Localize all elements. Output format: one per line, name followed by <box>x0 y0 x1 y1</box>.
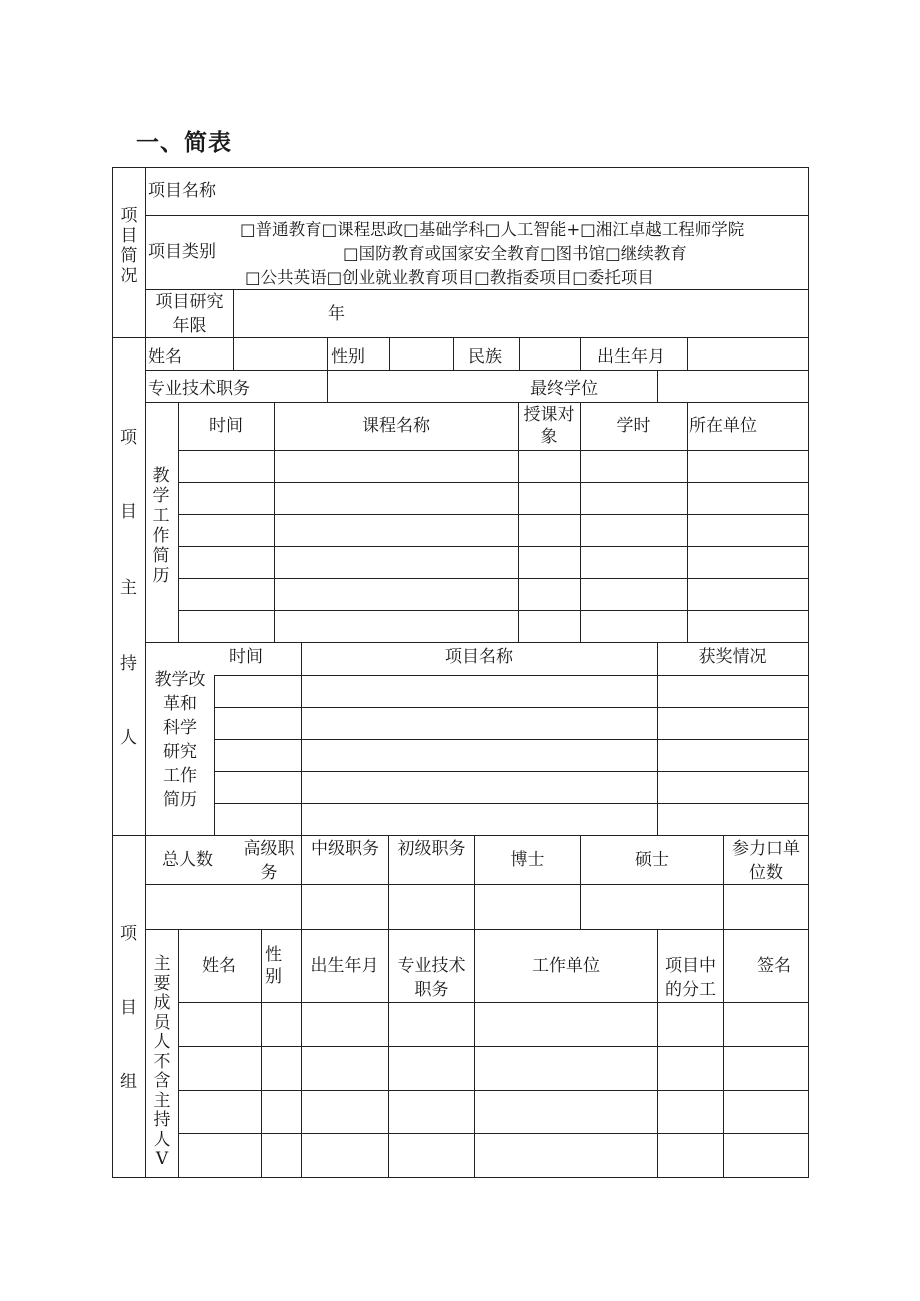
page-title: 一、简表 <box>136 130 232 156</box>
research-header-time: 时间 <box>229 647 263 667</box>
teaching-header-unit: 所在单位 <box>689 416 757 436</box>
category-options-line-1[interactable]: □普通教育□课程思政□基础学科□人工智能+□湘江卓越工程师学院 <box>240 220 745 239</box>
table-line <box>178 546 809 547</box>
host-side-char: 持 <box>120 654 137 674</box>
table-line <box>389 337 390 370</box>
host-title-label: 专业技术职务 <box>148 379 250 399</box>
table-line <box>112 167 809 168</box>
host-side-char: 人 <box>120 728 137 748</box>
host-birth-label: 出生年月 <box>597 347 665 367</box>
research-label-line: 工作 <box>163 766 197 786</box>
host-name-label: 姓名 <box>148 347 182 367</box>
member-header-birth: 出生年月 <box>310 956 379 976</box>
project-category-label: 项目类别 <box>148 242 216 262</box>
table-line <box>518 402 519 642</box>
host-degree-label: 最终学位 <box>530 379 598 399</box>
table-line <box>145 642 809 643</box>
teaching-header-audience: 授课对象 <box>523 405 575 447</box>
table-line <box>178 1002 809 1003</box>
table-line <box>178 1046 809 1047</box>
table-line <box>178 482 809 483</box>
table-line <box>145 402 809 403</box>
stats-master-label: 硕士 <box>635 850 669 870</box>
table-line <box>178 450 809 451</box>
table-line <box>808 167 809 1178</box>
main-members-label: 主要成员人不含主持人V <box>153 954 171 1169</box>
table-line <box>214 803 809 804</box>
table-line <box>687 402 688 642</box>
table-line <box>178 1133 809 1134</box>
table-line <box>145 370 809 371</box>
table-line <box>657 370 658 402</box>
table-line <box>214 707 809 708</box>
research-period-label-2: 年限 <box>172 316 207 336</box>
member-header-title-1: 专业技术 <box>397 956 466 976</box>
table-line <box>112 835 809 836</box>
project-name-label: 项目名称 <box>148 181 216 201</box>
member-header-role-1: 项目中 <box>665 956 716 976</box>
teaching-header-course: 课程名称 <box>362 416 430 436</box>
stats-intermediate-label: 中级职务 <box>311 839 379 859</box>
research-history-label <box>148 668 212 812</box>
table-line <box>274 402 275 642</box>
stats-junior-label: 初级职务 <box>397 839 466 859</box>
stats-total-label: 总人数 <box>162 850 213 870</box>
table-line <box>233 289 234 337</box>
section-project-overview-label: 项目简况 <box>120 206 138 286</box>
table-line <box>178 929 179 1178</box>
table-line <box>214 675 809 676</box>
table-line <box>687 337 688 370</box>
research-label-line: 教学改 <box>154 670 206 690</box>
table-line <box>657 642 658 835</box>
stats-units-label-2: 位数 <box>749 863 783 883</box>
member-header-name: 姓名 <box>202 956 236 976</box>
category-options-line-2[interactable]: □国防教育或国家安全教育□图书馆□继续教育 <box>343 244 687 263</box>
table-line <box>178 610 809 611</box>
stats-units-label-1: 参力口单 <box>732 839 800 859</box>
table-line <box>178 578 809 579</box>
table-line <box>519 337 520 370</box>
stats-phd-label: 博士 <box>510 850 545 870</box>
table-line <box>214 675 215 835</box>
member-header-title-2: 职务 <box>414 980 449 1000</box>
table-line <box>178 1090 809 1091</box>
team-side-char: 组 <box>120 1072 137 1092</box>
teaching-header-time: 时间 <box>209 416 243 436</box>
table-line <box>178 514 809 515</box>
member-header-unit: 工作单位 <box>532 956 600 976</box>
table-line <box>214 739 809 740</box>
table-line <box>261 929 262 1178</box>
stats-senior-label-2: 务 <box>260 863 278 883</box>
table-line <box>453 337 454 370</box>
table-line <box>327 370 328 402</box>
teaching-header-hours: 学时 <box>616 416 651 436</box>
research-label-line: 研究 <box>163 742 197 762</box>
table-line <box>145 929 809 930</box>
host-ethnicity-label: 民族 <box>468 347 502 367</box>
table-line <box>580 337 581 370</box>
table-line <box>327 337 328 370</box>
host-side-char: 主 <box>120 578 137 598</box>
research-label-line: 简历 <box>163 790 197 810</box>
team-side-char: 项 <box>120 924 137 944</box>
host-side-char: 项 <box>120 428 137 448</box>
member-header-gender: 性别 <box>265 945 282 987</box>
member-header-role-2: 的分工 <box>665 980 716 1000</box>
research-label-line: 科学 <box>163 718 197 738</box>
host-gender-label: 性别 <box>331 347 365 367</box>
table-line <box>178 402 179 642</box>
table-line <box>145 215 809 216</box>
table-line <box>112 1177 809 1178</box>
category-options-line-3[interactable]: □公共英语□创业就业教育项目□教指委项目□委托项目 <box>245 268 654 287</box>
table-line <box>233 337 234 370</box>
table-line <box>301 642 302 835</box>
research-period-unit: 年 <box>328 304 345 324</box>
table-line <box>214 771 809 772</box>
table-line <box>723 929 724 1178</box>
team-side-char: 目 <box>120 998 137 1018</box>
table-line <box>580 402 581 642</box>
host-side-char: 目 <box>120 502 137 522</box>
teaching-history-label: 教学工作简历 <box>152 466 170 586</box>
research-label-line: 革和 <box>163 694 197 714</box>
member-header-signature: 签名 <box>757 956 791 976</box>
research-header-awards: 获奖情况 <box>698 647 767 667</box>
stats-senior-label-1: 高级职 <box>243 839 295 859</box>
research-period-label-1: 项目研究 <box>155 292 224 312</box>
research-header-project: 项目名称 <box>445 647 513 667</box>
